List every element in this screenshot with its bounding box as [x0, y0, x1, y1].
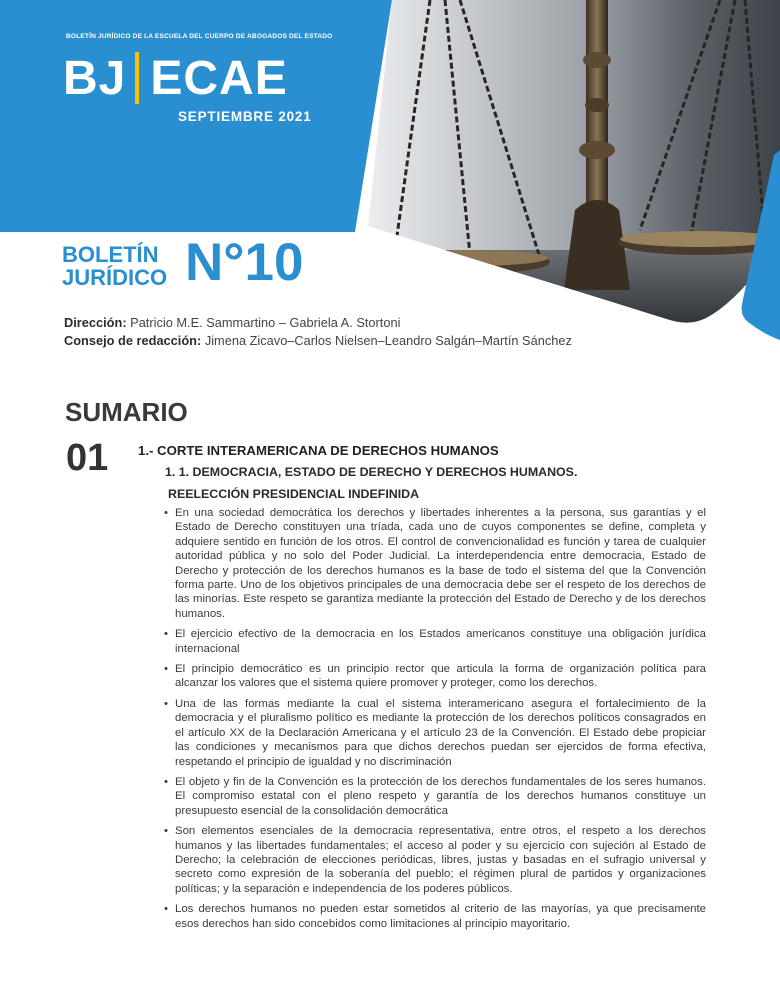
list-item-text: El ejercicio efectivo de la democracia en los Estados americanos constituye una obligación jurídica internacional: [175, 628, 706, 655]
bullet-icon: •: [164, 903, 168, 916]
logo-right: ECAE: [150, 51, 288, 105]
scales-of-justice-photo: [360, 0, 780, 330]
credits-direction: [64, 314, 572, 332]
section-number: 01: [66, 437, 109, 479]
logo: [63, 50, 288, 106]
summary-bullet-list: [162, 506, 706, 937]
subsection-title: 1. 1. DEMOCRACIA, ESTADO DE DERECHO Y DERECHOS HUMANOS.: [165, 465, 578, 479]
credits: [64, 314, 572, 350]
logo-left: BJ: [63, 51, 127, 105]
direction-label: Dirección:: [64, 315, 127, 330]
section-title: 1.- CORTE INTERAMERICANA DE DERECHOS HUMANOS: [138, 443, 499, 458]
edition-date: SEPTIEMBRE 2021: [178, 109, 312, 124]
header-curve: [0, 225, 355, 232]
bullet-icon: •: [164, 825, 168, 838]
list-item: [162, 824, 706, 896]
list-item: [162, 775, 706, 818]
list-item-text: Los derechos humanos no pueden estar sometidos al criterio de las mayorías, ya que precisamente esos derechos han sido concebidos como limitaciones al principio mayoritario.: [175, 903, 706, 930]
logo-divider: [135, 52, 139, 104]
editorial-label: Consejo de redacción:: [64, 333, 202, 348]
list-item: [162, 697, 706, 769]
list-item-text: En una sociedad democrática los derechos y libertades inherentes a la persona, sus garantías y el Estado de Derecho constituyen una tríada, cada uno de cuyos componentes se define, completa y adquiere sentido en función de los otros. El control de convencionalidad es función y tarea de cualquier autoridad pública y no solo del Poder Judicial. La interdependencia entre democracia, Estado de Derecho y protección de los derechos humanos es la base de todo el sistema del que la Convención forma parte. Uno de los objetivos principales de una democracia debe ser el respeto de los derechos de las minorías. Este respeto se garantiza mediante la protección del Estado de Derecho y de los derechos humanos.: [175, 507, 706, 620]
editorial-value: Jimena Zicavo–Carlos Nielsen–Leandro Salgán–Martín Sánchez: [204, 333, 572, 348]
bullet-icon: •: [164, 628, 168, 641]
subsection-subtitle: REELECCIÓN PRESIDENCIAL INDEFINIDA: [168, 487, 420, 501]
list-item-text: El objeto y fin de la Convención es la protección de los derechos fundamentales de los seres humanos. El compromiso estatal con el pleno respeto y garantía de los derechos humanos constituye un presupuesto esencial de la consolidación democrática: [175, 775, 706, 817]
summary-heading: SUMARIO: [65, 397, 188, 427]
list-item: [162, 506, 706, 621]
list-item-text: Son elementos esenciales de la democracia representativa, entre otros, el respeto a los derechos humanos y las libertades fundamentales; el acceso al poder y su ejercicio con sujeción al Estado de Derecho; la celebración de elecciones periódicas, libres, justas y basadas en el sufragio universal y secreto como expresión de la soberanía del pueblo; el régimen plural de partidos y organizaciones políticas; y la separación e independencia de los poderes públicos.: [175, 825, 706, 895]
direction-value: Patricio M.E. Sammartino – Gabriela A. Stortoni: [130, 315, 401, 330]
list-item: [162, 902, 706, 931]
list-item: [162, 662, 706, 691]
list-item-text: Una de las formas mediante la cual el sistema interamericano asegura el fortalecimiento de la democracia y el pluralismo político es mediante la protección de los derechos políticos consagrados en el artículo XX de la Declaración Americana y el artículo 23 de la Convención. El Estado debe propiciar las condiciones y mecanismos para que dichos derechos puedan ser ejercidos de forma efectiva, respetando el principio de igualdad y no discriminación: [175, 697, 706, 768]
bulletin-title: [62, 243, 167, 289]
list-item: [162, 627, 706, 656]
bullet-icon: •: [164, 663, 168, 676]
credits-editorial: [64, 332, 572, 350]
list-item-text: El principio democrático es un principio rector que articula la forma de organización política para alcanzar los valores que el sistema quiere promover y proteger, como los derechos.: [175, 663, 706, 690]
bulletin-title-line1: BOLETÍN: [62, 242, 159, 267]
bullet-icon: •: [164, 507, 168, 519]
bulletin-number: N°10: [185, 233, 304, 292]
bulletin-title-line2: JURÍDICO: [62, 265, 168, 290]
bullet-icon: •: [164, 775, 168, 788]
header-subtitle: BOLETÍN JURÍDICO DE LA ESCUELA DEL CUERPO DE ABOGADOS DEL ESTADO: [66, 33, 333, 40]
bullet-icon: •: [164, 697, 168, 710]
